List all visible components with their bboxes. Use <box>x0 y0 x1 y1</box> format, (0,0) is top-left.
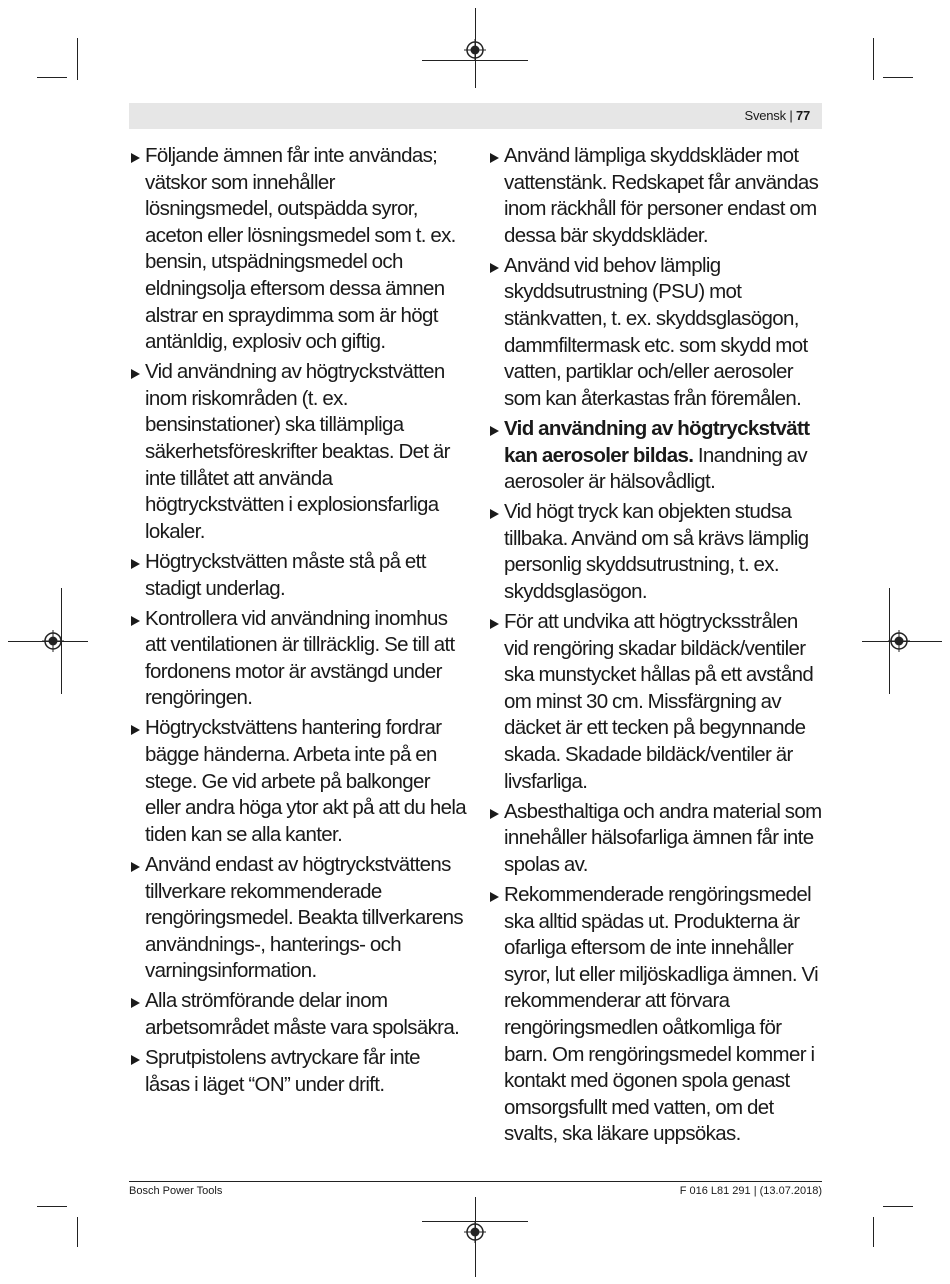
footer-divider <box>129 1181 822 1182</box>
list-item <box>490 799 825 879</box>
list-item <box>131 715 466 848</box>
right-column <box>490 143 825 1151</box>
bullet-triangle-icon <box>490 619 499 629</box>
list-item-text: Asbesthaltiga och andra material som innehåller hälsofarliga ämnen får inte spolas av. <box>504 799 822 876</box>
bullet-triangle-icon <box>131 725 140 735</box>
list-item-text: Vid högt tryck kan objekten studsa tillbaka. Använd om så krävs lämplig personlig skyddsutrustning, t. ex. skyddsglasögon. <box>504 500 809 603</box>
list-item <box>131 359 466 545</box>
bullet-triangle-icon <box>131 153 140 163</box>
header-label <box>744 108 810 124</box>
crop-mark <box>873 38 874 80</box>
bullet-triangle-icon <box>490 509 499 519</box>
list-item <box>490 882 825 1148</box>
list-item <box>490 499 825 605</box>
list-item-text: Använd endast av högtryckstvättens tillverkare rekommenderade rengöringsmedel. Beakta tillverkarens användnings-, hanterings- och varningsinformation. <box>145 852 463 983</box>
crop-mark <box>883 1206 913 1207</box>
registration-mark-icon <box>464 1221 486 1243</box>
bullet-triangle-icon <box>131 998 140 1008</box>
left-column <box>131 143 466 1102</box>
header-separator: | <box>789 108 793 123</box>
bullet-triangle-icon <box>131 369 140 379</box>
crop-mark <box>37 77 67 78</box>
list-item <box>131 606 466 712</box>
bullet-triangle-icon <box>131 862 140 872</box>
list-item <box>131 852 466 985</box>
list-item-text: Högtryckstvätten måste stå på ett stadigt underlag. <box>145 549 426 600</box>
crop-mark <box>883 77 913 78</box>
list-item <box>490 253 825 413</box>
footer-doc-id: F 016 L81 291 | (13.07.2018) <box>679 1185 822 1197</box>
list-item-text: Kontrollera vid användning inomhus att ventilationen är tillräcklig. Se till att fordonens motor är avstängd under rengöringen. <box>145 606 455 710</box>
crop-mark <box>77 38 78 80</box>
bullet-triangle-icon <box>131 616 140 626</box>
list-item-bold-text: Vid användning av högtryckstvätt kan aerosoler bildas. <box>504 416 810 467</box>
page-header <box>129 103 822 129</box>
list-item-text: Högtryckstvättens hantering fordrar bägge händerna. Arbeta inte på en stege. Ge vid arbete på balkonger eller andra höga ytor akt på att du hela tiden kan se alla kanter. <box>145 716 467 846</box>
list-item <box>490 416 825 496</box>
bullet-triangle-icon <box>490 809 499 819</box>
list-item-text: Använd lämpliga skyddskläder mot vattenstänk. Redskapet får användas inom räckhåll för personer endast om dessa bär skyddskläder. <box>504 144 819 247</box>
list-item <box>131 988 466 1041</box>
list-item-text: För att undvika att högtrycksstrålen vid rengöring skadar bildäck/ventiler ska munstycket hållas på ett avstånd om minst 30 cm. Missfärgning av däcket är ett tecken på begynnande skada. Skadade bildäck/ventiler är livsfarliga. <box>504 610 814 793</box>
list-item <box>490 143 825 249</box>
crop-mark <box>873 1217 874 1247</box>
crop-mark <box>77 1217 78 1247</box>
registration-mark-icon <box>888 630 910 652</box>
bullet-triangle-icon <box>490 892 499 902</box>
list-item <box>131 549 466 602</box>
list-item <box>131 1045 466 1098</box>
list-item-text: Använd vid behov lämplig skyddsutrustning (PSU) mot stänkvatten, t. ex. skyddsglasögon, dammfiltermask etc. som skydd mot vatten, partiklar och/eller aerosoler som kan återkastas från föremålen. <box>504 253 808 410</box>
list-item-text: Rekommenderade rengöringsmedel ska alltid spädas ut. Produkterna är ofarliga eftersom de inte innehåller syror, lut eller miljöskadliga ämnen. Vi rekommenderar att förvara rengöringsmedlen oåtkomliga för barn. Om rengöringsmedel kommer i kontakt med ögonen spola genast omsorgsfullt med vatten, om det svalts, ska läkare uppsökas. <box>504 883 819 1146</box>
list-item <box>131 143 466 356</box>
footer-brand: Bosch Power Tools <box>129 1185 223 1197</box>
list-item-text: Sprutpistolens avtryckare får inte låsas i läget “ON” under drift. <box>145 1046 420 1096</box>
bullet-triangle-icon <box>131 559 140 569</box>
list-item-text: Inandning av aerosoler är hälsovådligt. <box>504 443 807 494</box>
registration-mark-icon <box>42 630 64 652</box>
bullet-triangle-icon <box>490 153 499 163</box>
list-item-text: Alla strömförande delar inom arbetsområdet måste vara spolsäkra. <box>145 989 460 1039</box>
bullet-triangle-icon <box>490 426 499 436</box>
list-item-text: Vid användning av högtryckstvätten inom riskområden (t. ex. bensinstationer) ska tillämpliga säkerhetsföreskrifter beaktas. Det är inte tillåtet att använda högtryckstvätten i explosionsfarliga lokaler. <box>145 360 450 543</box>
list-item <box>490 609 825 795</box>
list-item-text: Följande ämnen får inte användas; vätskor som innehåller lösningsmedel, outspädda syror, aceton eller lösningsmedel som t. ex. bensin, utspädningsmedel och eldningsolja eftersom dessa ämnen alstrar en spraydimma som är högt antänldig, explosiv och giftig. <box>145 144 456 354</box>
page-number: 77 <box>795 108 810 123</box>
crop-mark <box>37 1206 67 1207</box>
registration-mark-icon <box>464 39 486 61</box>
header-language: Svensk <box>744 108 786 123</box>
bullet-triangle-icon <box>131 1055 140 1065</box>
bullet-triangle-icon <box>490 263 499 273</box>
